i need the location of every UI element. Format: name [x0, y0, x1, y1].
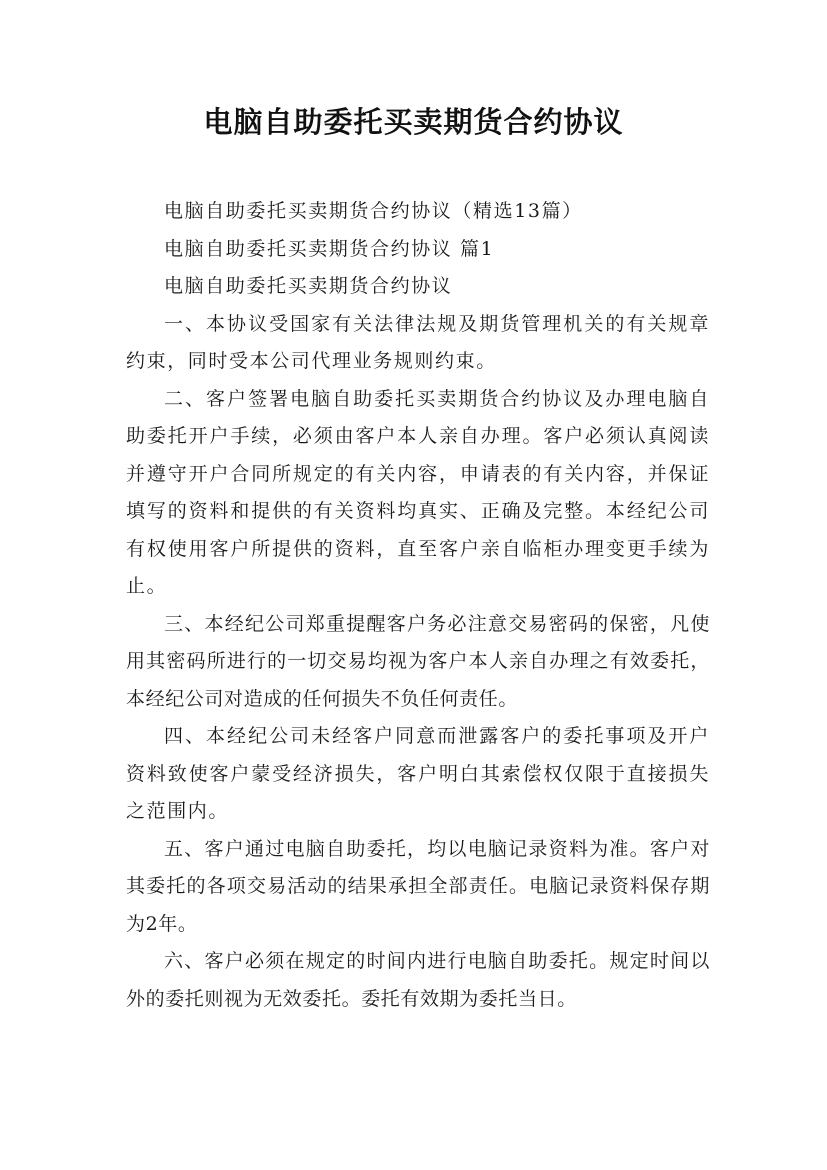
page-title: 电脑自助委托买卖期货合约协议 — [203, 105, 624, 139]
paragraph-clause-5: 五、客户通过电脑自助委托，均以电脑记录资料为准。客户对其委托的各项交易活动的结果承担全部责任。电脑记录资料保存期为2年。 — [126, 837, 710, 935]
paragraph-section-heading: 电脑自助委托买卖期货合约协议 篇1 — [164, 237, 495, 260]
paragraph-clause-2: 二、客户签署电脑自助委托买卖期货合约协议及办理电脑自助委托开户手续，必须由客户本人亲自办理。客户必须认真阅读并遵守开户合同所规定的有关内容，申请表的有关内容，并保证填写的资料和提供的有关资料均真实、正确及完整。本经纪公司有权使用客户所提供的资料，直至客户亲自临柜办理变更手续为止。 — [126, 387, 710, 597]
paragraph-clause-4: 四、本经纪公司未经客户同意而泄露客户的委托事项及开户资料致使客户蒙受经济损失，客户明白其索偿权仅限于直接损失之范围内。 — [126, 725, 710, 822]
paragraph-clause-6: 六、客户必须在规定的时间内进行电脑自助委托。规定时间以外的委托则视为无效委托。委托有效期为委托当日。 — [126, 950, 710, 1010]
paragraph-clause-1: 一、本协议受国家有关法律法规及期货管理机关的有关规章约束，同时受本公司代理业务规则约束。 — [126, 312, 710, 372]
paragraph-clause-3: 三、本经纪公司郑重提醒客户务必注意交易密码的保密，凡使用其密码所进行的一切交易均视为客户本人亲自办理之有效委托，本经纪公司对造成的任何损失不负任何责任。 — [126, 612, 710, 710]
paragraph-subtitle: 电脑自助委托买卖期货合约协议（精选13篇） — [164, 200, 583, 222]
document-body — [126, 193, 710, 1018]
paragraph-agreement-name: 电脑自助委托买卖期货合约协议 — [164, 275, 453, 297]
